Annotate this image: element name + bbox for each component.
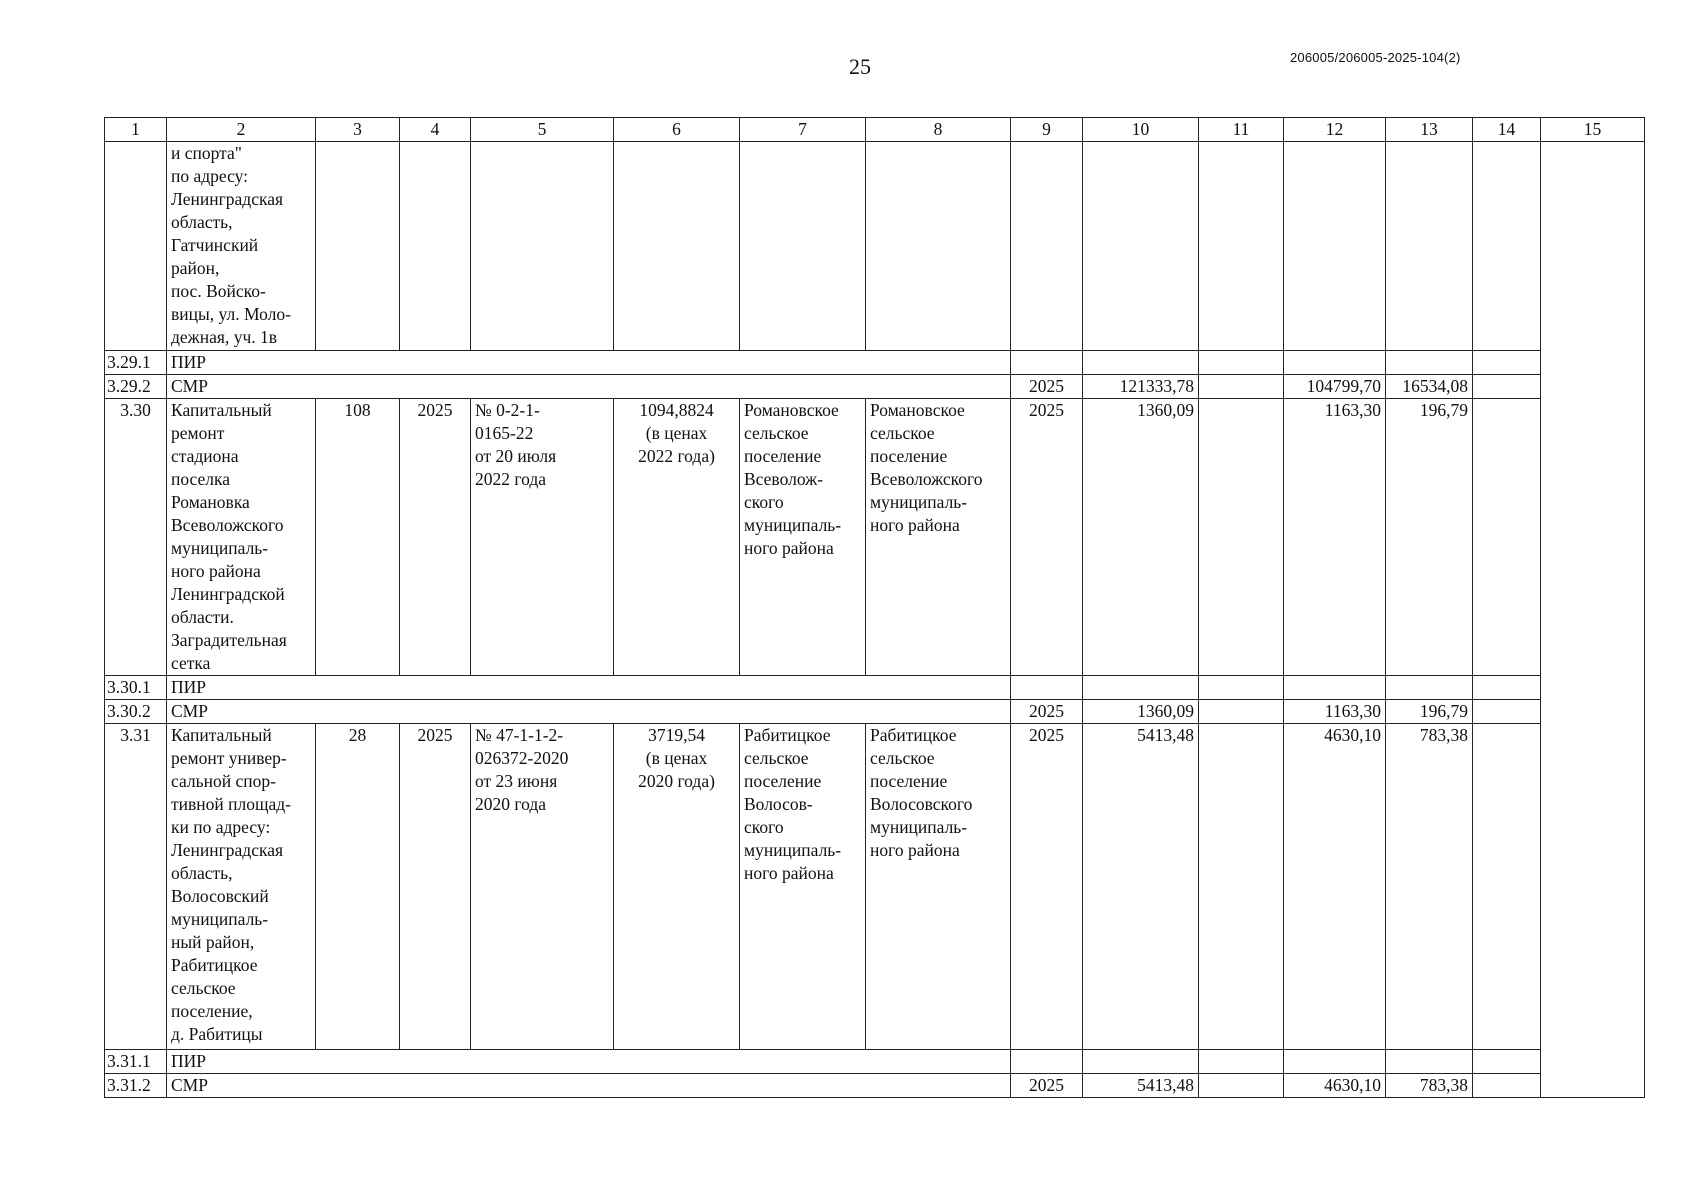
stage-label: СМР [167, 700, 1011, 724]
table-cell [471, 142, 614, 351]
table-cell [1199, 724, 1284, 1050]
table-cell [1473, 351, 1541, 375]
year-cell: 2025 [1011, 399, 1083, 676]
row-number: 3.30.1 [105, 676, 167, 700]
amount-local: 783,38 [1386, 724, 1473, 1050]
row-number: 3.31.1 [105, 1050, 167, 1074]
table-cell [1386, 142, 1473, 351]
table-cell [1011, 142, 1083, 351]
table-cell [1284, 351, 1386, 375]
table-cell [1199, 142, 1284, 351]
table-cell [1083, 1050, 1199, 1074]
table-cell [1541, 676, 1645, 700]
table-cell [1386, 676, 1473, 700]
estimated-cost: 1094,8824 (в ценах 2022 года) [614, 399, 740, 676]
row-number: 3.31 [105, 724, 167, 1050]
stage-label: ПИР [167, 676, 1011, 700]
stage-label: ПИР [167, 1050, 1011, 1074]
recipient-cell: Романовское сельское поселение Всеволожского муниципаль- ного района [866, 399, 1011, 676]
table-cell [1541, 1050, 1645, 1074]
amount-total: 121333,78 [1083, 375, 1199, 399]
table-cell [1083, 676, 1199, 700]
table-cell [1011, 351, 1083, 375]
column-header: 12 [1284, 118, 1386, 142]
table-cell [1199, 1074, 1284, 1098]
table-row [105, 1050, 1645, 1074]
expertise-conclusion: № 0-2-1- 0165-22 от 20 июля 2022 года [471, 399, 614, 676]
column-header: 5 [471, 118, 614, 142]
table-cell [1473, 142, 1541, 351]
column-header: 13 [1386, 118, 1473, 142]
column-header: 15 [1541, 118, 1645, 142]
column-header: 6 [614, 118, 740, 142]
column-header: 11 [1199, 118, 1284, 142]
table-cell [1473, 1074, 1541, 1098]
column-number-row [105, 118, 1645, 142]
year-cell: 2025 [1011, 700, 1083, 724]
column-header: 3 [316, 118, 400, 142]
table-cell [1386, 351, 1473, 375]
table-cell [614, 142, 740, 351]
table-cell [1199, 375, 1284, 399]
table-row [105, 1074, 1645, 1098]
column-header: 2 [167, 118, 316, 142]
table-row [105, 724, 1645, 1050]
stage-label: СМР [167, 1074, 1011, 1098]
stage-label: ПИР [167, 351, 1011, 375]
recipient-cell: Рабитицкое сельское поселение Волосовского муниципаль- ного района [866, 724, 1011, 1050]
table-cell [1011, 676, 1083, 700]
table-cell [1473, 399, 1541, 676]
column-header: 8 [866, 118, 1011, 142]
capacity-cell: 108 [316, 399, 400, 676]
table-cell [1473, 676, 1541, 700]
table-cell [866, 142, 1011, 351]
column-header: 14 [1473, 118, 1541, 142]
column-header: 4 [400, 118, 471, 142]
expertise-conclusion: № 47-1-1-2- 026372-2020 от 23 июня 2020 года [471, 724, 614, 1050]
table-cell [400, 142, 471, 351]
table-cell [1083, 142, 1199, 351]
year-cell: 2025 [400, 724, 471, 1050]
table-cell [1083, 351, 1199, 375]
amount-total: 5413,48 [1083, 1074, 1199, 1098]
table-cell [1386, 1050, 1473, 1074]
year-cell: 2025 [400, 399, 471, 676]
column-header: 1 [105, 118, 167, 142]
amount-local: 196,79 [1386, 399, 1473, 676]
table-cell [1284, 142, 1386, 351]
table-cell [105, 142, 167, 351]
amount-total: 1360,09 [1083, 700, 1199, 724]
table-cell [1541, 142, 1645, 351]
year-cell: 2025 [1011, 375, 1083, 399]
table-cell [1473, 375, 1541, 399]
customer-cell: Рабитицкое сельское поселение Волосов- ского муниципаль- ного района [740, 724, 866, 1050]
year-cell: 2025 [1011, 724, 1083, 1050]
row-number: 3.29.2 [105, 375, 167, 399]
stage-label: СМР [167, 375, 1011, 399]
table-row [105, 142, 1645, 351]
table-cell [1473, 1050, 1541, 1074]
year-cell: 2025 [1011, 1074, 1083, 1098]
table-cell [1541, 351, 1645, 375]
object-description: Капитальный ремонт универ- сальной спор- тивной площад- ки по адресу: Ленинградская область, Волосовский муниципаль- ный район, Рабитицкое сельское поселение, д. Рабитицы [167, 724, 316, 1050]
table-cell [740, 142, 866, 351]
table-cell [1541, 375, 1645, 399]
column-header: 10 [1083, 118, 1199, 142]
table-cell [1284, 1050, 1386, 1074]
column-header: 9 [1011, 118, 1083, 142]
estimated-cost: 3719,54 (в ценах 2020 года) [614, 724, 740, 1050]
table-cell [1199, 700, 1284, 724]
row-number: 3.30 [105, 399, 167, 676]
table-row [105, 676, 1645, 700]
amount-local: 783,38 [1386, 1074, 1473, 1098]
table-cell [1541, 700, 1645, 724]
table-cell [1199, 1050, 1284, 1074]
table-cell [1541, 1074, 1645, 1098]
amount-regional: 1163,30 [1284, 399, 1386, 676]
customer-cell: Романовское сельское поселение Всеволож- ского муниципаль- ного района [740, 399, 866, 676]
row-number: 3.29.1 [105, 351, 167, 375]
table-cell [316, 142, 400, 351]
capacity-cell: 28 [316, 724, 400, 1050]
table-cell [1473, 724, 1541, 1050]
document-reference: 206005/206005-2025-104(2) [1290, 50, 1461, 65]
amount-regional: 1163,30 [1284, 700, 1386, 724]
table-row [105, 351, 1645, 375]
table-row [105, 375, 1645, 399]
table-cell [1199, 399, 1284, 676]
table-cell [1199, 351, 1284, 375]
row-number: 3.30.2 [105, 700, 167, 724]
amount-regional: 4630,10 [1284, 724, 1386, 1050]
amount-total: 5413,48 [1083, 724, 1199, 1050]
amount-local: 196,79 [1386, 700, 1473, 724]
amount-local: 16534,08 [1386, 375, 1473, 399]
page-number: 25 [849, 54, 871, 79]
table-cell [1284, 676, 1386, 700]
amount-total: 1360,09 [1083, 399, 1199, 676]
object-description: Капитальный ремонт стадиона поселка Романовка Всеволожского муниципаль- ного района Ленинградской области. Заградительная сетка [167, 399, 316, 676]
table-cell [1541, 399, 1645, 676]
column-header: 7 [740, 118, 866, 142]
investment-table [104, 117, 1645, 1098]
table-cell [1473, 700, 1541, 724]
table-row [105, 700, 1645, 724]
table-cell [1199, 676, 1284, 700]
table-row [105, 399, 1645, 676]
object-description: и спорта" по адресу: Ленинградская область, Гатчинский район, пос. Войско- вицы, ул. Моло- дежная, уч. 1в [167, 142, 316, 351]
row-number: 3.31.2 [105, 1074, 167, 1098]
table-cell [1541, 724, 1645, 1050]
amount-regional: 104799,70 [1284, 375, 1386, 399]
amount-regional: 4630,10 [1284, 1074, 1386, 1098]
table-cell [1011, 1050, 1083, 1074]
